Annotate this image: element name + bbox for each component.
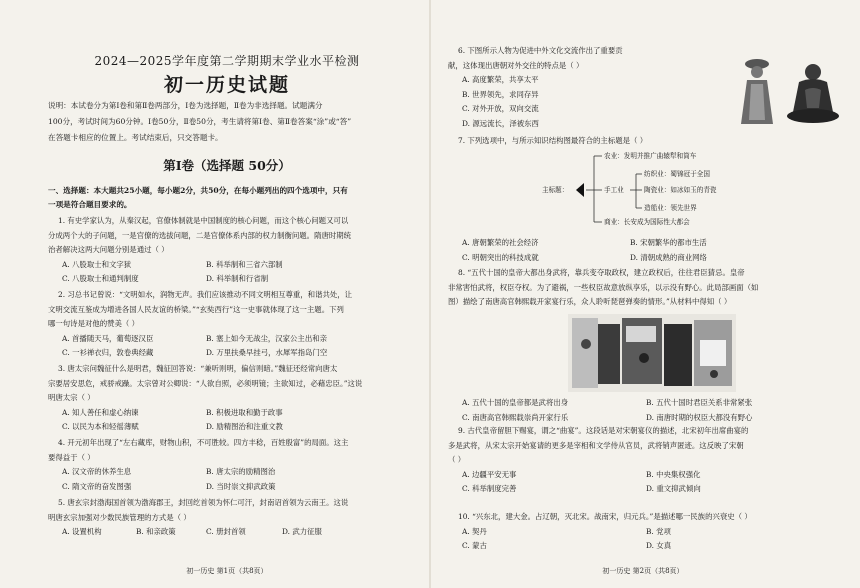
option-c[interactable]: C. 以民为本和轻徭薄赋 [62, 422, 139, 431]
question-stem: （ ） [448, 455, 466, 464]
question-stem: 4. 开元初年出现了“左右藏库，财物山积，不可胜较。四方丰稔，百姓殷富”的局面。这主 [58, 438, 349, 447]
option-a[interactable]: A. 首播随天马，葡萄逐汉臣 [62, 333, 154, 343]
option-d[interactable]: D. 励精图治和注重文教 [206, 422, 283, 431]
option-c[interactable]: C. 册封首领 [206, 527, 246, 536]
question-9 [448, 424, 838, 497]
question-7-options [448, 236, 838, 265]
page-footer: 初一历史 第2页（共8页） [602, 567, 684, 575]
option-d[interactable]: D. 清朝成熟的商业网络 [630, 252, 707, 262]
option-a[interactable]: A. 五代十国的皇帝都是武将出身 [462, 398, 569, 407]
option-d[interactable]: D. 科举制和行省制 [206, 274, 269, 283]
diagram-main-title: 主标题： [542, 186, 569, 194]
option-c[interactable]: C. 蒙古 [462, 541, 487, 550]
han-xizai-banquet-painting [568, 314, 736, 392]
option-b[interactable]: B. 科举制和三省六部制 [206, 259, 283, 269]
question-8 [448, 266, 838, 310]
option-d[interactable]: D. 重文抑武倾向 [646, 484, 701, 493]
question-6 [448, 44, 710, 131]
question-stem: 9. 古代皇帝留胆下赐宴，谓之“曲宴”。这段话是对宋朝宴仪的描述，北宋初年出席曲宴的 [458, 426, 749, 435]
question-stem: 3. 唐太宗问魏征什么是明君，魏征回答说：“兼听则明，偏信则暗。”魏征还经常向唐太 [58, 364, 338, 373]
exam-instructions [48, 98, 406, 146]
option-b[interactable]: B. 唐太宗的励精图治 [206, 467, 276, 476]
exam-year-title: 2024—2025学年度第二学期期末学业水平检测 [94, 54, 360, 68]
option-a[interactable]: A. 汉文帝的休养生息 [62, 467, 132, 476]
question-3 [48, 362, 406, 435]
option-b[interactable]: B. 世界领先，求同存异 [462, 89, 539, 99]
question-7 [448, 134, 838, 149]
option-a[interactable]: A. 唐朝繁荣的社会经济 [462, 238, 539, 247]
question-stem: 2. 习总书记曾说：“文明如水，润物无声。我们应该推动不同文明相互尊重，和谐共处，让 [58, 290, 353, 299]
question-stem: 6. 下图所示人物为促进中外文化交流作出了重要贡 [458, 46, 623, 55]
question-stem: 文明交流互鉴成为增进各国人民友谊的桥梁。”“玄奘西行”这一史事就体现了这一主题。下列 [48, 304, 344, 314]
option-d[interactable]: D. 万里扶桑早挂弓，水犀军指岛门空 [206, 348, 328, 357]
page-footer: 初一历史 第1页（共8页） [186, 567, 268, 575]
option-a[interactable]: A. 高度繁荣，共享太平 [462, 75, 539, 84]
question-stem: 要得益于（ ） [48, 452, 95, 462]
option-c[interactable]: C. 明朝突出的科技成就 [462, 252, 539, 262]
option-b[interactable]: B. 和亲政策 [136, 527, 176, 536]
option-c[interactable]: C. 一衫禅衣归，敦卷典经藏 [62, 348, 154, 357]
note-line: 100分，考试时间为60分钟。Ⅰ卷50分，Ⅱ卷50分，考生请将第Ⅰ卷、第Ⅱ卷答案“涂”或“答” [48, 117, 352, 126]
question-stem: 分成两个大的子问题，一是官僚的选拔问题，二是官僚体系内部的权力制衡问题。隋唐时期统 [48, 230, 352, 240]
note-line: 说明：本试卷分为第Ⅰ卷和第Ⅱ卷两部分，Ⅰ卷为选择题，Ⅱ卷为非选择题。试题满分 [48, 101, 323, 110]
page-2 [430, 0, 860, 588]
option-c[interactable]: C. 科举制度完善 [462, 484, 517, 493]
diagram-ceramics: 陶瓷业：如冰如玉的青瓷 [644, 186, 717, 194]
option-c[interactable]: C. 对外开放，双向交流 [462, 104, 539, 113]
exam-subject-title: 初一历史试题 [163, 74, 290, 96]
question-stem: 8. “五代十国的皇帝大都出身武将，靠兵变夺取政权，建立政权后，往往君臣猜忌。皇帝 [458, 268, 745, 277]
question-stem: 1. 有史学家认为，从秦汉起，官僚体制就是中国制度的核心问题，而这个核心问题又可以 [58, 216, 349, 225]
option-d[interactable]: D. 女真 [646, 541, 672, 550]
option-d[interactable]: D. 武力征服 [282, 527, 322, 536]
question-5 [48, 496, 406, 540]
option-d[interactable]: D. 当时崇文抑武政策 [206, 481, 276, 491]
question-stem: 治者解决这两大问题分别是通过（ ） [48, 245, 169, 254]
question-2 [48, 288, 406, 361]
option-b[interactable]: B. 积极进取和勤于政事 [206, 407, 283, 417]
question-stem: 宗要居安思危，戒骄戒躁。太宗曾对公卿说：“人欲自照，必须明镜；主欲知过，必藉忠臣。”这说 [48, 378, 363, 388]
historical-figures-image [733, 50, 841, 128]
option-b[interactable]: B. 宋朝繁华的都市生活 [630, 238, 707, 247]
option-a[interactable]: A. 设置机构 [62, 527, 102, 536]
question-stem: 献，这体现出唐朝对外交往的特点是（ ） [448, 60, 584, 70]
question-8-options [448, 396, 838, 425]
question-stem: 10. “兴东北，建大金。占辽朝，灭北宋。战南宋，归元兵。”是描述哪一民族的兴衰史（ ） [458, 512, 752, 521]
option-a[interactable]: A. 八股取士和文字狱 [62, 259, 132, 269]
question-stem: 明唐太宗（ ） [48, 393, 95, 402]
option-b[interactable]: B. 塞上如今无战尘，汉家公主出和亲 [206, 333, 327, 343]
question-stem: 7. 下列选项中，与所示知识结构图最符合的主标题是（ ） [458, 136, 648, 145]
diagram-shipbuilding: 造船业：领先世界 [644, 204, 697, 212]
section-title: 第Ⅰ卷（选择题 50分） [163, 158, 291, 173]
option-c[interactable]: C. 隋文帝的奋发图强 [62, 481, 132, 491]
question-10 [448, 510, 838, 554]
question-stem: 多是武将，从宋太宗开始宴请的更多是宰相和文学侍从官员，武将销声匿迹。这反映了宋朝 [448, 440, 744, 450]
diagram-agriculture: 农业：发明并推广曲辕犁和筒车 [604, 152, 697, 160]
note-line: 在答题卡相应的位置上。考试结束后，只交答题卡。 [48, 133, 223, 142]
question-stem: 哪一句诗是对他的赞美（ ） [48, 319, 140, 328]
knowledge-structure-diagram [542, 150, 808, 234]
option-d[interactable]: D. 源远流长，泽被东西 [462, 118, 539, 128]
option-a[interactable]: A. 知人善任和虚心纳谏 [62, 407, 139, 417]
question-stem: 5. 唐玄宗封渤海国首领为渤海郡王，封回纥首领为怀仁可汗，封南诏首领为云南王。这说 [58, 498, 349, 507]
diagram-commerce: 商业：长安成为国际性大都会 [604, 218, 690, 226]
option-a[interactable]: A. 边疆平安无事 [462, 469, 517, 479]
option-b[interactable]: B. 五代十国时君臣关系非常紧张 [646, 398, 753, 407]
option-c[interactable]: C. 南唐高官韩熙载崇尚开家行乐 [462, 412, 569, 422]
instruction-line: 一项是符合题目要求的。 [48, 200, 132, 209]
option-d[interactable]: D. 南唐时期的权臣大都没有野心 [646, 412, 753, 422]
question-stem: 图）描绘了南唐高官韩熙载开家宴行乐，众人聆听琵琶弹奏的情形。”从材料中得知（ ） [448, 297, 732, 306]
question-stem: 明唐玄宗加强对少数民族管理的方式是（ ） [48, 512, 191, 522]
option-a[interactable]: A. 契丹 [462, 526, 487, 536]
section-instructions [48, 184, 406, 212]
instruction-line: 一、选择题：本大题共25小题，每小题2分，共50分，在每小题列出的四个选项中，只有 [48, 186, 348, 195]
arrow-icon [576, 183, 584, 197]
question-stem: 非常害怕武将，权臣夺权。为了避祸，一些权臣故意放纵享乐，以示没有野心。此局部画面（如 [448, 282, 759, 292]
question-4 [48, 436, 406, 494]
diagram-textile: 纺织业：蜀锦冠于全国 [644, 170, 710, 178]
diagram-handicraft: 手工业 [604, 186, 624, 194]
option-b[interactable]: B. 中央集权强化 [646, 469, 701, 479]
option-b[interactable]: B. 党项 [646, 526, 671, 536]
option-c[interactable]: C. 八股取士和通判制度 [62, 274, 139, 283]
question-1 [48, 214, 406, 287]
